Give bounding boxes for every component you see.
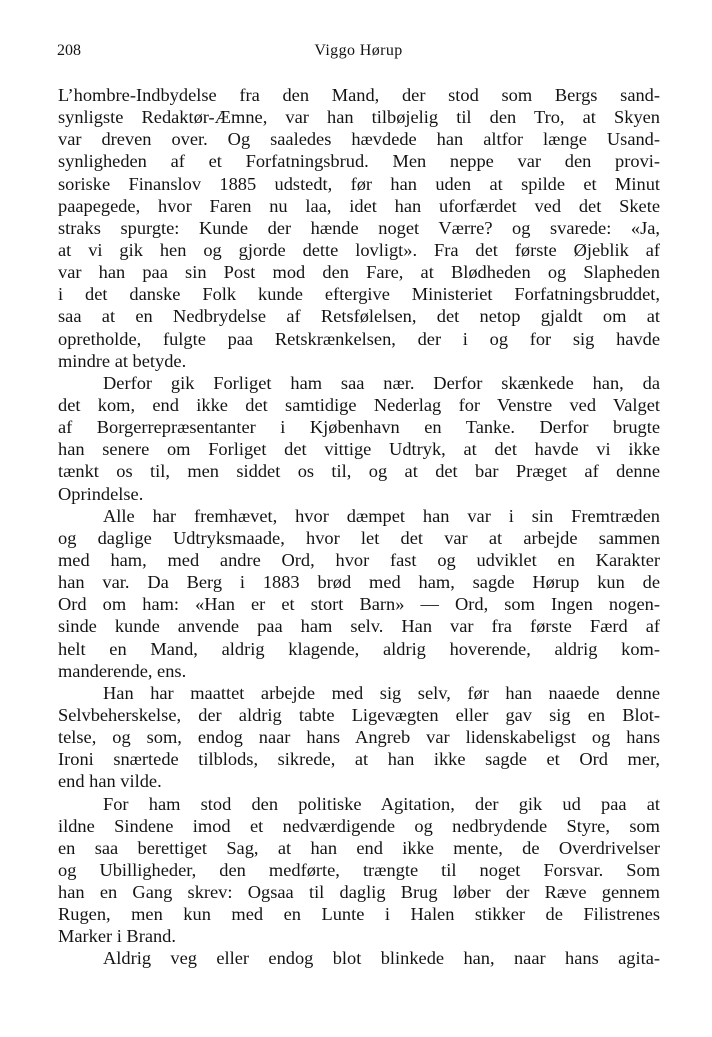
text-line: paapegede, hvor Faren nu laa, idet han uforfærdet ved det Skete xyxy=(58,195,660,216)
text-line: Selvbeherskelse, der aldrig tabte Ligevægten eller gav sig en Blot- xyxy=(58,704,660,725)
text-line: manderende, ens. xyxy=(58,660,187,681)
text-line: opretholde, fulgte paa Retskrænkelsen, der i og for sig havde xyxy=(58,328,660,349)
text-line: saa at en Nedbrydelse af Retsfølelsen, det netop gjaldt om at xyxy=(58,306,660,327)
text-line: det kom, end ikke det samtidige Nederlag for Venstre ved Valget xyxy=(58,394,660,415)
text-line: Rugen, men kun med en Lunte i Halen stikker de Filistrenes xyxy=(58,904,660,925)
page-header xyxy=(57,42,660,66)
text-line: af Borgerrepræsentanter i Kjøbenhavn en Tanke. Derfor brugte xyxy=(58,417,660,438)
text-line: synligheden af et Forfatningsbrud. Men neppe var den provi- xyxy=(58,151,660,172)
text-line: Oprindelse. xyxy=(58,483,144,504)
text-line: i det danske Folk kunde eftergive Ministeriet Forfatningsbruddet, xyxy=(58,284,660,305)
text-line: helt en Mand, aldrig klagende, aldrig hoverende, aldrig kom- xyxy=(58,638,660,659)
paragraph-start-line: Aldrig veg eller endog blot blinkede han, naar hans agita- xyxy=(103,948,660,969)
text-line: Ord om ham: «Han er et stort Barn» — Ord, som Ingen nogen- xyxy=(58,594,660,615)
body-text xyxy=(58,84,660,970)
text-line: straks spurgte: Kunde der hænde noget Værre? og svarede: «Ja, xyxy=(58,217,660,238)
text-line: soriske Finanslov 1885 udstedt, før han uden at spilde et Minut xyxy=(58,173,660,194)
text-line: Ironi snærtede tilblods, sikrede, at han ikke sagde et Ord mer, xyxy=(58,749,660,770)
text-line: var han paa sin Post mod den Fare, at Blødheden og Slapheden xyxy=(58,262,660,283)
text-line: han en Gang skrev: Ogsaa til daglig Brug løber der Ræve gennem xyxy=(58,882,660,903)
paragraph-start-line: For ham stod den politiske Agitation, der gik ud paa at xyxy=(103,793,660,814)
text-line: var dreven over. Og saaledes hævdede han altfor længe Usand- xyxy=(58,129,660,150)
text-line: synligste Redaktør-Æmne, var han tilbøjelig til den Tro, at Skyen xyxy=(58,107,660,128)
paragraph-start-line: Han har maattet arbejde med sig selv, før han naaede denne xyxy=(103,682,660,703)
text-line: mindre at betyde. xyxy=(58,350,187,371)
text-line: sinde kunde anvende paa ham selv. Han var fra første Færd af xyxy=(58,616,660,637)
text-line: en saa berettiget Sag, at han end ikke mente, de Overdrivelser xyxy=(58,837,660,858)
page-number: 208 xyxy=(57,42,81,59)
text-line: han senere om Forliget det vittige Udtryk, at det havde vi ikke xyxy=(58,439,660,460)
text-line: med ham, med andre Ord, hvor fast og udviklet en Karakter xyxy=(58,549,660,570)
text-line: og daglige Udtryksmaade, hvor let det var at arbejde sammen xyxy=(58,527,660,548)
text-line: end han vilde. xyxy=(58,771,162,792)
paragraph-start-line: Derfor gik Forliget ham saa nær. Derfor skænkede han, da xyxy=(103,372,660,393)
text-line: L’hombre-Indbydelse fra den Mand, der stod som Bergs sand- xyxy=(58,85,660,105)
text-line: ildne Sindene imod et nedværdigende og nedbrydende Styre, som xyxy=(58,815,660,836)
text-line: telse, og som, endog naar hans Angreb var lidenskabeligst og hans xyxy=(58,727,660,748)
text-line: at vi gik hen og gjorde dette lovligt». Fra det første Øjeblik af xyxy=(58,239,660,260)
text-line: Marker i Brand. xyxy=(58,926,176,947)
running-title: Viggo Hørup xyxy=(314,42,403,59)
paragraph-start-line: Alle har fremhævet, hvor dæmpet han var i sin Fremtræden xyxy=(103,505,660,526)
text-line: han var. Da Berg i 1883 brød med ham, sagde Hørup kun de xyxy=(58,572,660,593)
text-line: tænkt os til, men siddet os til, og at det bar Præget af denne xyxy=(58,461,660,482)
text-line: og Ubilligheder, den medførte, trængte til noget Forsvar. Som xyxy=(58,859,660,880)
